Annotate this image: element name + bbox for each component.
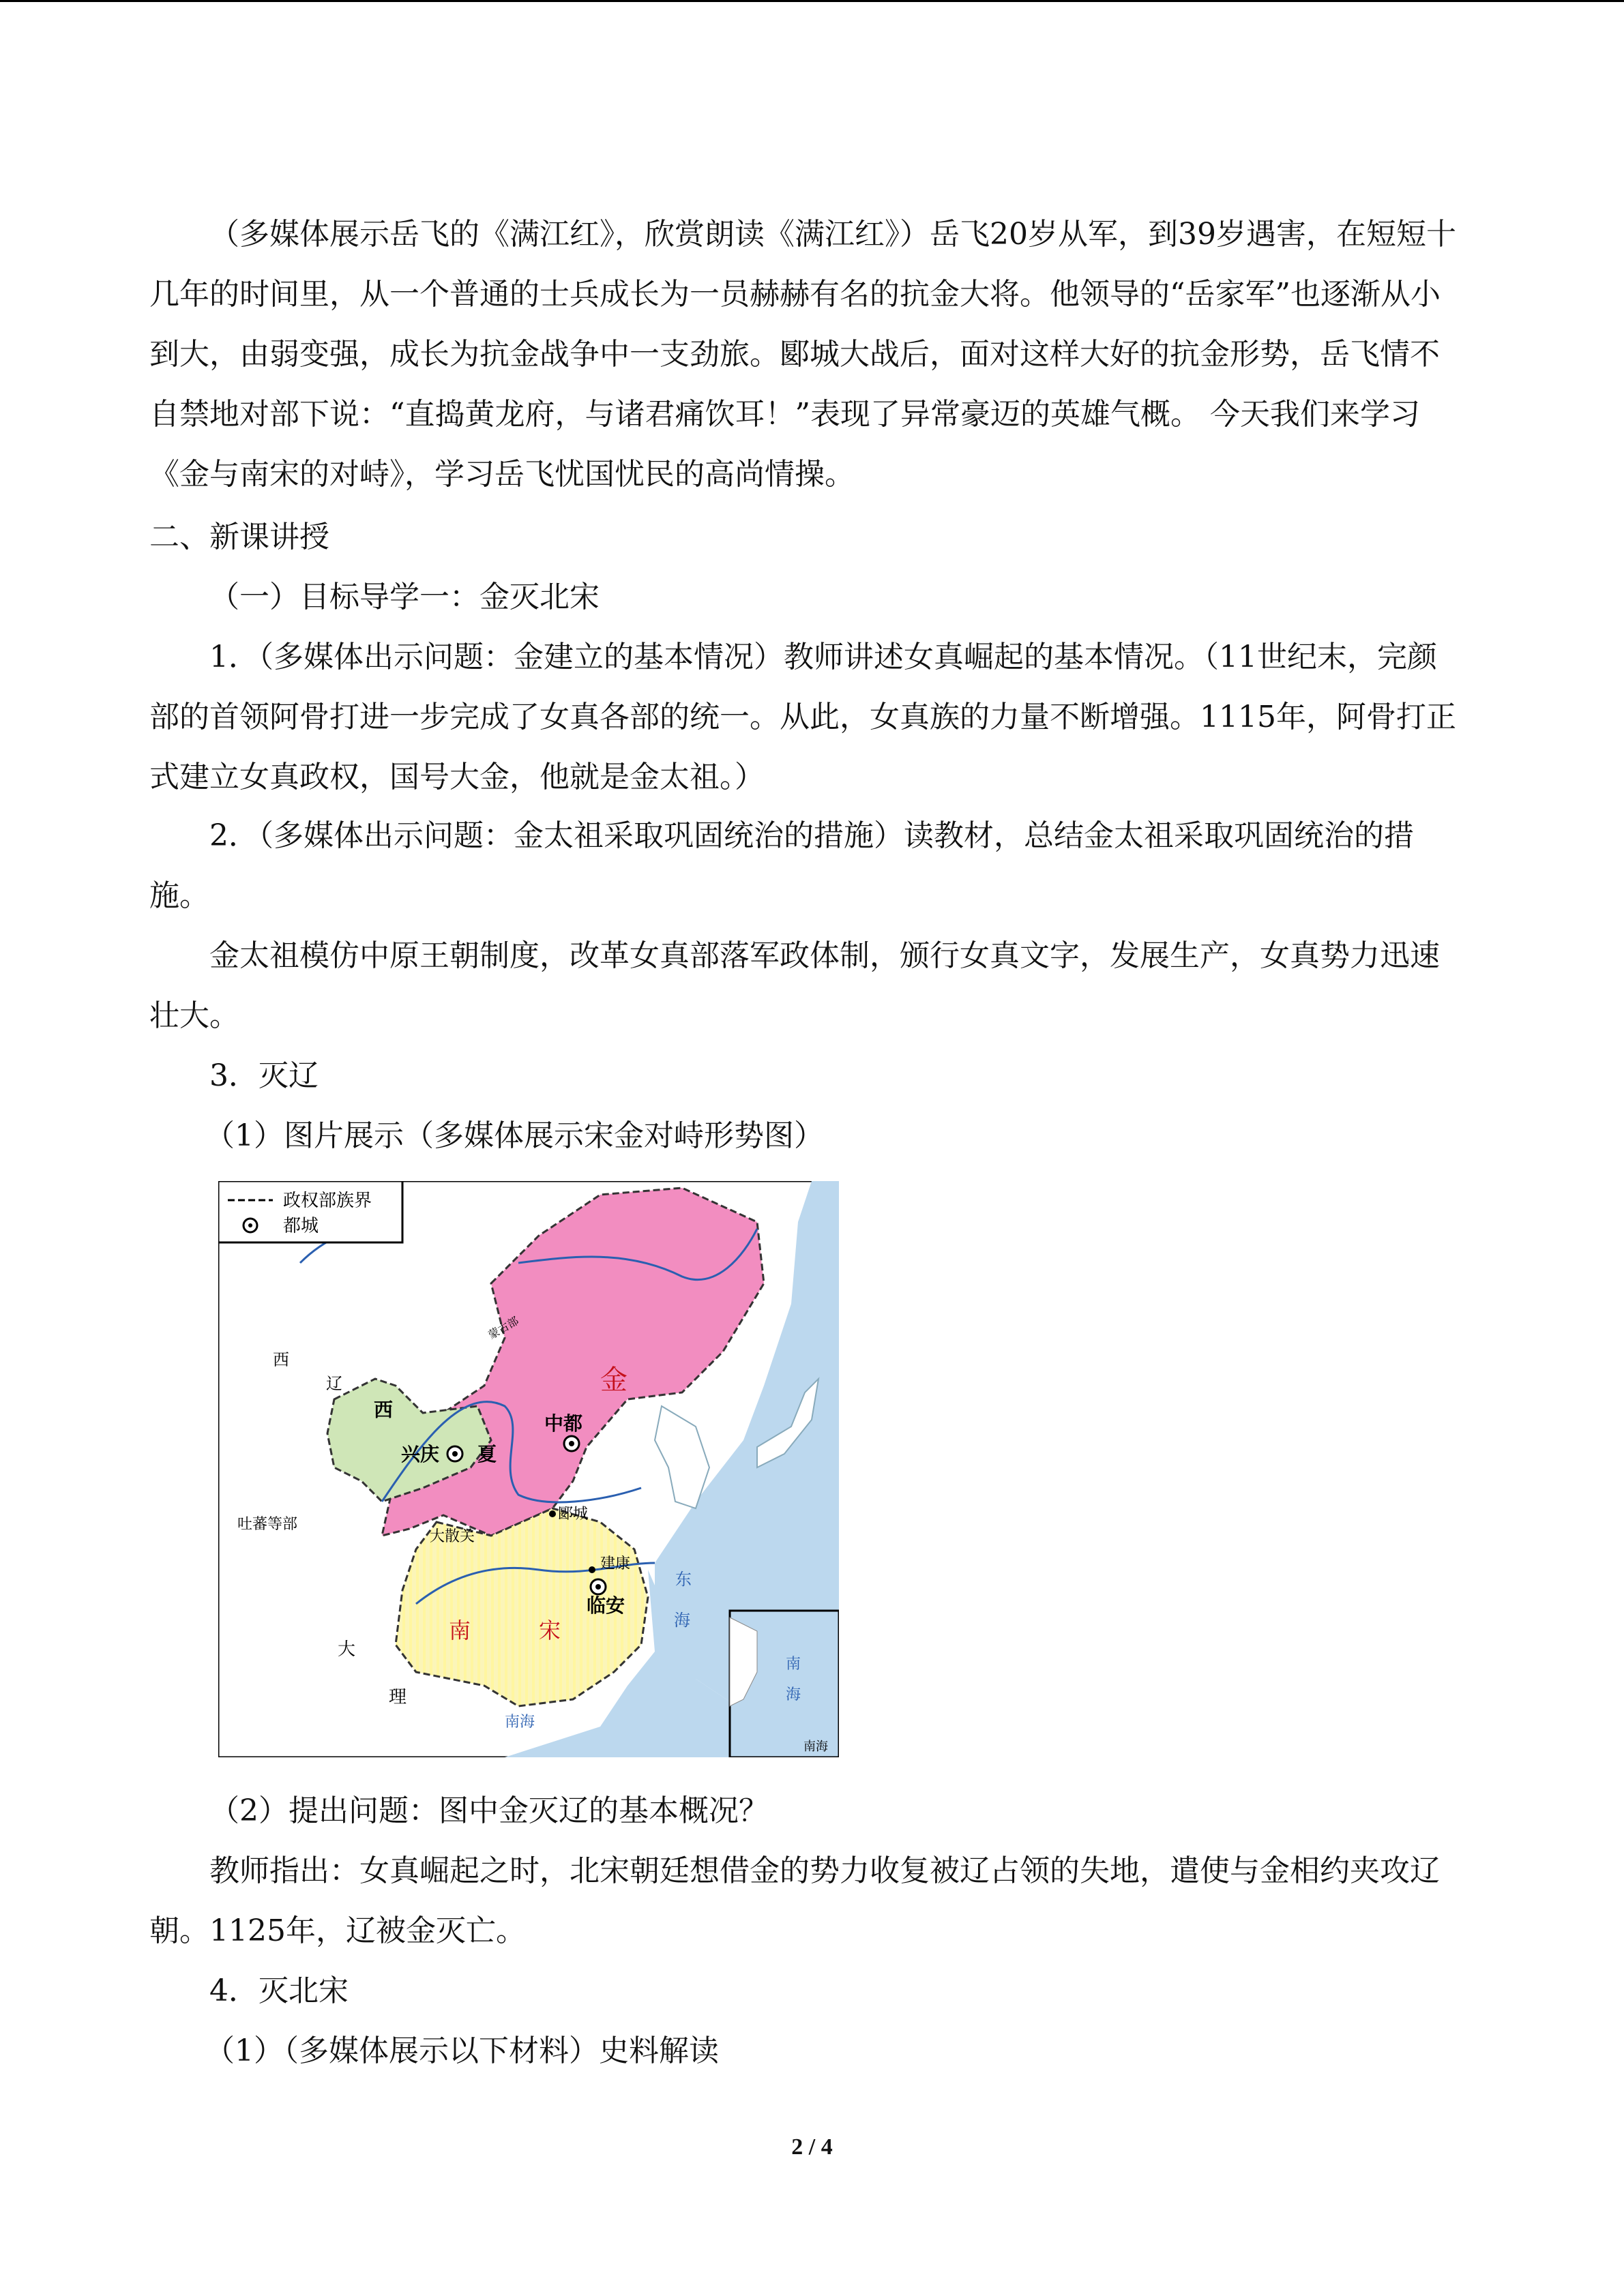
- label-mengwu: 蒙古部: [486, 1314, 521, 1342]
- jiankang-marker: [589, 1566, 595, 1573]
- item-3-answer: 教师指出：女真崛起之时，北宋朝廷想借金的势力收复被辽占领的失地，遣使与金相约夹攻辽朝。1125年，辽被金灭亡。: [149, 1853, 1440, 1948]
- label-tubo: 吐蕃等部: [237, 1516, 298, 1533]
- label-jiankang: 建康: [600, 1555, 631, 1572]
- item-3-heading: 3．灭辽: [209, 1058, 319, 1093]
- label-nanhai: 南海: [505, 1714, 535, 1731]
- yancheng-marker: [549, 1510, 556, 1517]
- intro-paragraph: （多媒体展示岳飞的《满江红》，欣赏朗读《满江红》）岳飞20岁从军，到39岁遇害，在短短十几年的时间里，从一个普通的士兵成长为一员赫赫有名的抗金大将。他领导的“岳家军”也逐渐从小到大，由弱变强，成长为抗金战争中一支劲旅。郾城大战后，面对这样大好的抗金形势，岳飞情不自禁地对部下说：“直捣黄龙府，与诸君痛饮耳！”表现了异常豪迈的英雄气概。 今天我们来学习《金与南宋的对峙》，学习岳飞忧国忧民的高尚情操。: [149, 217, 1456, 492]
- legend-boundary-label: 政权部族界: [283, 1191, 372, 1211]
- item-1-paragraph: 1．（多媒体出示问题：金建立的基本情况）教师讲述女真崛起的基本情况。（11世纪末，完颜部的首领阿骨打进一步完成了女真各部的统一。从此，女真族的力量不断增强。1115年，阿骨打正式建立女真政权，国号大金，他就是金太祖。）: [149, 640, 1456, 794]
- label-inset-title: 南海: [803, 1740, 828, 1754]
- label-nan: 南: [449, 1617, 471, 1643]
- label-dali-2: 理: [389, 1687, 407, 1708]
- label-hai: 海: [674, 1611, 690, 1630]
- label-xi: 西: [374, 1399, 394, 1421]
- item-2-answer: 金太祖模仿中原王朝制度，改革女真部落军政体制，颁行女真文字，发展生产，女真势力迅速壮大。: [149, 938, 1440, 1033]
- item-4-1-text: （1）（多媒体展示以下材料）史料解读: [205, 2033, 719, 2068]
- label-xiliao-2: 辽: [326, 1374, 342, 1393]
- item-4-heading: 4．灭北宋: [209, 1973, 349, 2008]
- legend-capital-label: 都城: [283, 1216, 319, 1236]
- label-inset-hai: 海: [786, 1686, 801, 1703]
- item-3-1-text: （1）图片展示（多媒体展示宋金对峙形势图）: [205, 1118, 824, 1153]
- label-yancheng: 郾城: [558, 1506, 589, 1523]
- label-song: 宋: [539, 1617, 561, 1643]
- label-dali-1: 大: [338, 1639, 356, 1660]
- label-jin: 金: [600, 1365, 628, 1396]
- item-3-2-text: （2）提出问题：图中金灭辽的基本概况？: [209, 1793, 769, 1828]
- label-inset-nan: 南: [786, 1656, 801, 1673]
- label-xingqing: 兴庆: [401, 1443, 440, 1465]
- item-2-paragraph: 2．（多媒体出示问题：金太祖采取巩固统治的措施）读教材，总结金太祖采取巩固统治的措施。: [149, 818, 1414, 913]
- label-dong: 东: [675, 1570, 692, 1589]
- label-xiliao-1: 西: [273, 1350, 289, 1369]
- label-zhongdu: 中都: [544, 1412, 583, 1435]
- label-xia: 夏: [477, 1443, 497, 1465]
- subsection-heading: （一）目标导学一：金灭北宋: [209, 580, 600, 614]
- label-dasanguan: 大散关: [430, 1528, 475, 1545]
- page-number: 2 / 4: [791, 2134, 833, 2160]
- song-jin-map: [218, 1181, 839, 1757]
- label-linan: 临安: [587, 1594, 625, 1617]
- section-heading: 二、新课讲授: [149, 520, 329, 554]
